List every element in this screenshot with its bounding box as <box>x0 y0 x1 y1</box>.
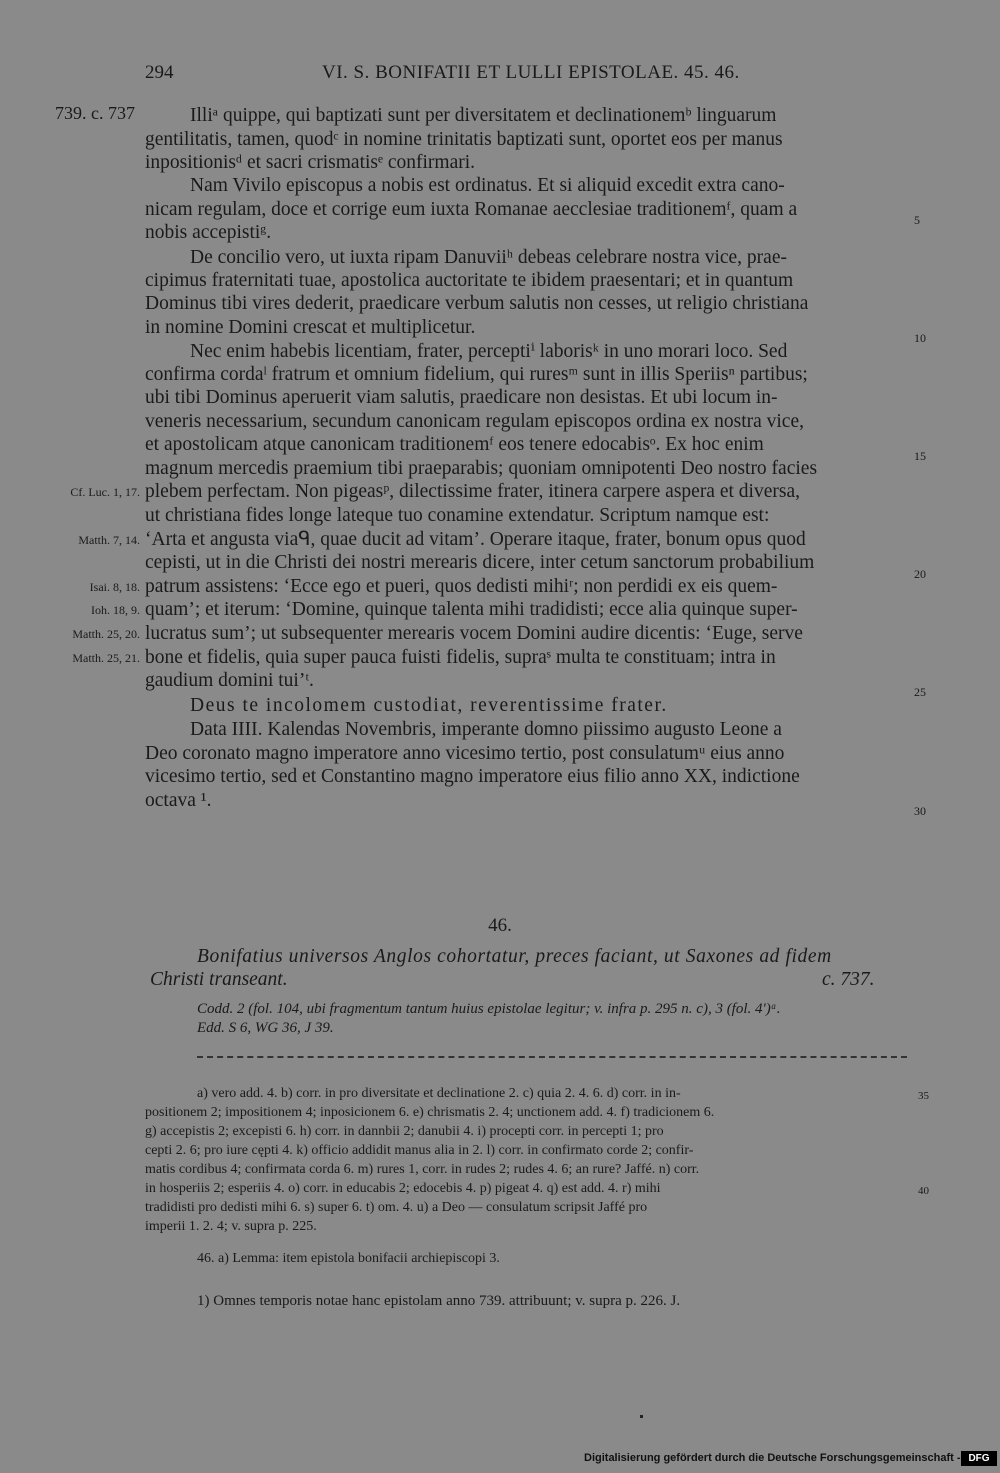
codices-note: Codd. 2 (fol. 104, ubi fragmentum tantum huius epistolae legitur; v. infra p. 295 n. c), 3 (fol. 4')ᵃ. <box>197 1001 781 1017</box>
body-line: Deo coronato magno imperatore anno vicesimo tertio, post consulatumᵘ eius anno <box>145 743 785 764</box>
body-line: plebem perfectam. Non pigeasᵖ, dilectissime frater, itinera carpere aspera et diversa, <box>145 481 800 502</box>
body-line: Nec enim habebis licentiam, frater, perceptiⁱ laborisᵏ in uno morari loco. Sed <box>190 341 788 362</box>
margin-reference: Matth. 25, 20. <box>72 627 140 641</box>
letter-46-number: 46. <box>488 915 512 936</box>
body-line: veneris necessarium, secundum canonicam regulam episcopos ordina ex nostra vice, <box>145 411 804 432</box>
body-line: cepisti, ut in die Christi dei nostri merearis dicere, inter cetum sanctorum probabilium <box>145 552 815 573</box>
footnote-line: g) accepistis 2; excepisti 6. h) corr. in dannbii 2; danubii 4. i) procepti corr. in percepti 1; pro <box>145 1124 664 1139</box>
body-line: magnum mercedis praemium tibi praeparabis; quoniam omnipotenti Deo nostro facies <box>145 458 818 479</box>
footnote-line-number: 35 <box>918 1090 929 1102</box>
margin-reference: Isai. 8, 18. <box>89 580 140 594</box>
footnote-line: positionem 2; impositionem 4; inposicionem 6. e) chrismatis 2. 4; unctionem add. 4. f) tradicionem 6. <box>145 1105 715 1120</box>
body-line: Illiᵃ quippe, qui baptizati sunt per diversitatem et declinationemᵇ linguarum <box>190 105 777 126</box>
running-title: VI. S. BONIFATII ET LULLI EPISTOLAE. 45. 46. <box>322 62 740 83</box>
footnote-line-number: 40 <box>918 1185 929 1197</box>
margin-reference: Cf. Luc. 1, 17. <box>70 485 140 499</box>
footnote-separator <box>197 1056 907 1058</box>
footnote-line: imperii 1. 2. 4; v. supra p. 225. <box>145 1219 317 1234</box>
body-line: nobis accepistiᵍ. <box>145 222 272 243</box>
body-line: gaudium domini tui’ᵗ. <box>145 670 314 691</box>
body-line: octava ¹. <box>145 790 212 811</box>
body-line: ‘Arta et angusta viaᑫ, quae ducit ad vitam’. Operare itaque, frater, bonum opus quod <box>145 529 806 550</box>
date-margin: 739. c. 737 <box>55 103 135 123</box>
footnote-line: tradidisti pro dedisti mihi 6. s) super 6. t) om. 4. u) a Deo — consulatum scripsit Jaffé pro <box>145 1200 648 1215</box>
body-line: Dominus tibi vires dederit, praedicare verbum salutis non cesses, ut religio christiana <box>145 293 809 314</box>
page-number: 294 <box>145 62 174 83</box>
body-line: lucratus sum’; ut subsequenter merearis vocem Domini audire dicentis: ‘Euge, serve <box>145 623 803 644</box>
letter-46-summary: Bonifatius universos Anglos cohortatur, preces faciant, ut Saxones ad fidem <box>197 946 832 967</box>
footer-text: Digitalisierung gefördert durch die Deutsche Forschungsgemeinschaft - <box>584 1452 961 1464</box>
footnote-line: matis cordibus 4; confirmata corda 6. m) rures 1, corr. in rudes 2; rudes 4. 6; an rure? Jaffé. n) corr. <box>145 1162 700 1177</box>
body-line: Nam Vivilo episcopus a nobis est ordinatus. Et si aliquid excedit extra cano- <box>190 175 785 196</box>
body-line: gentilitatis, tamen, quodᶜ in nomine trinitatis baptizati sunt, oportet eos per manus <box>145 129 783 150</box>
body-line: vicesimo tertio, sed et Constantino magno imperatore eius filio anno XX, indictione <box>145 766 800 787</box>
body-line: confirma cordaˡ fratrum et omnium fidelium, qui ruresᵐ sunt in illis Speriisⁿ partibus; <box>145 364 808 385</box>
line-number: 10 <box>914 331 926 345</box>
line-number: 25 <box>914 685 926 699</box>
footnote-46: 46. a) Lemma: item epistola bonifacii archiepiscopi 3. <box>197 1251 500 1266</box>
margin-reference: Matth. 7, 14. <box>78 533 140 547</box>
margin-reference: Matth. 25, 21. <box>72 651 140 665</box>
body-line: Deus te incolomem custodiat, reverentissime frater. <box>190 695 668 716</box>
speck <box>640 1415 643 1418</box>
body-line: inpositionisᵈ et sacri crismatisᵉ confirmari. <box>145 152 476 173</box>
footnote-1: 1) Omnes temporis notae hanc epistolam anno 739. attribuunt; v. supra p. 226. J. <box>197 1293 681 1309</box>
line-number: 5 <box>914 213 920 227</box>
body-line: ut christiana fides longe lateque tuo conamine extendatur. Scriptum namque est: <box>145 505 770 526</box>
line-number: 20 <box>914 567 926 581</box>
body-line: patrum assistens: ‘Ecce ego et pueri, quos dedisti mihiʳ; non perdidi ex eis quem- <box>145 576 778 597</box>
footnote-line: a) vero add. 4. b) corr. in pro diversitate et declinatione 2. c) quia 2. 4. 6. d) corr. in in- <box>197 1086 681 1101</box>
body-line: in nomine Domini crescat et multiplicetur. <box>145 317 476 338</box>
dfg-logo: DFG <box>961 1451 997 1466</box>
body-line: et apostolicam atque canonicam traditionemᶠ eos tenere edocabisᵒ. Ex hoc enim <box>145 434 764 455</box>
margin-reference: Ioh. 18, 9. <box>91 603 140 617</box>
body-line: ubi tibi Dominus aperuerit viam salutis, praedicare non desistas. Et ubi locum in- <box>145 387 778 408</box>
body-line: Data IIII. Kalendas Novembris, imperante domno piissimo augusto Leone a <box>190 719 782 740</box>
line-number: 15 <box>914 449 926 463</box>
body-line: De concilio vero, ut iuxta ripam Danuviiʰ debeas celebrare nostra vice, prae- <box>190 247 787 268</box>
line-number: 30 <box>914 804 926 818</box>
letter-46-date: c. 737. <box>822 969 875 990</box>
body-line: quam’; et iterum: ‘Domine, quinque talenta mihi tradidisti; ecce alia quinque super- <box>145 599 798 620</box>
body-line: bone et fidelis, quia super pauca fuisti fidelis, supraˢ multa te constituam; intra in <box>145 647 776 668</box>
editions-note: Edd. S 6, WG 36, J 39. <box>197 1020 334 1036</box>
footnote-line: cepti 2. 6; pro iure cępti 4. k) officio addidit manus alia in 2. l) corr. in confirmato corde 2; confir- <box>145 1143 694 1158</box>
footnote-line: in hosperiis 2; esperiis 4. o) corr. in educabis 2; edocebis 4. p) pigeat 4. q) est add. 4. r) mihi <box>145 1181 661 1196</box>
letter-46-summary-cont: Christi transeant. <box>150 969 288 990</box>
body-line: cipimus fraternitati tuae, apostolica auctoritate te ibidem praesentari; et in quantum <box>145 270 794 291</box>
body-line: nicam regulam, doce et corrige eum iuxta Romanae aecclesiae traditionemᶠ, quam a <box>145 199 798 220</box>
